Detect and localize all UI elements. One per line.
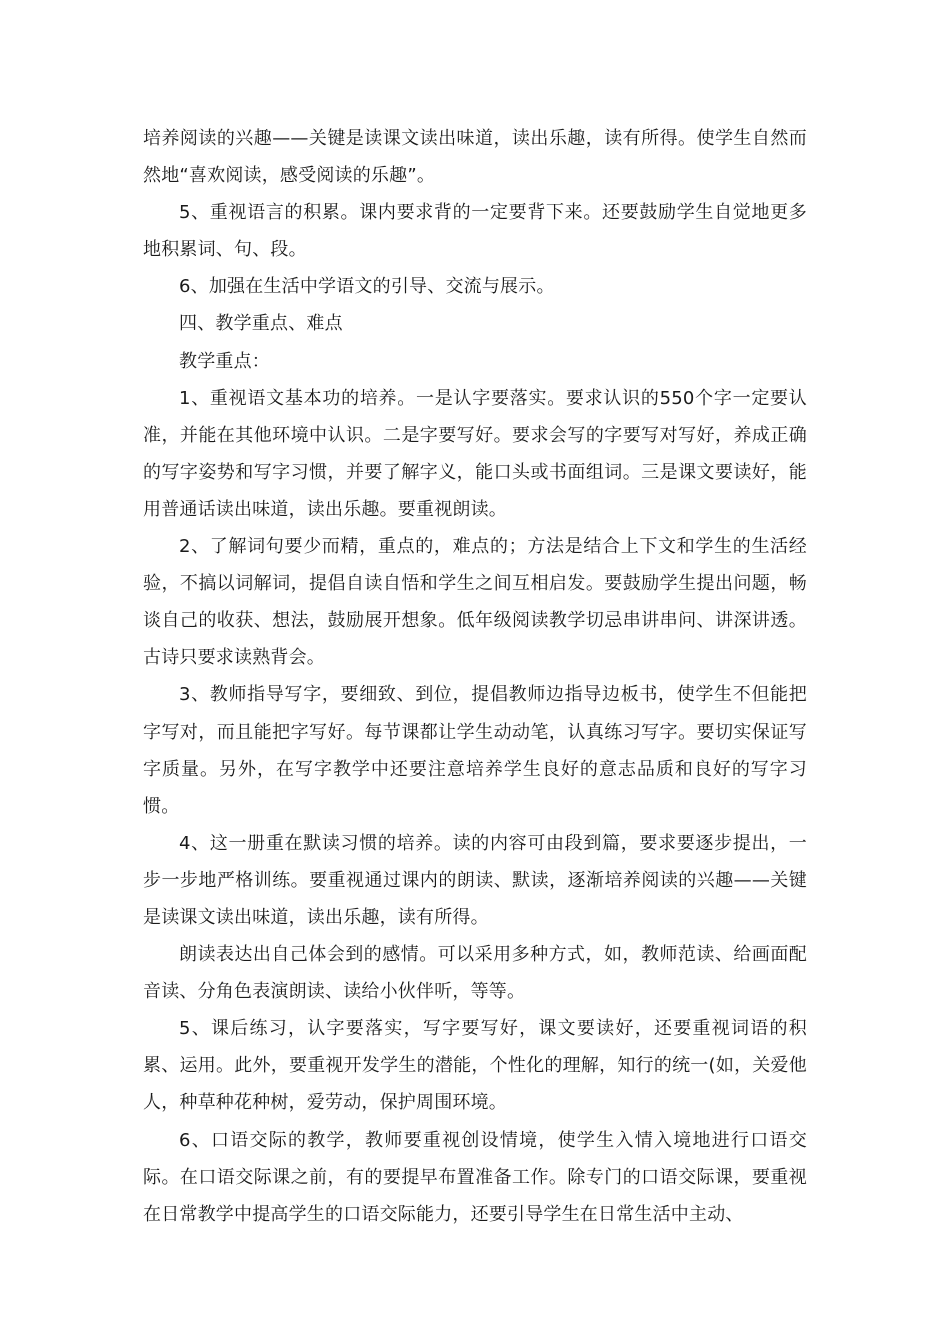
paragraph-point-3: 3、教师指导写字，要细致、到位，提倡教师边指导边板书，使学生不但能把字写对，而且能把字写好。每节课都让学生动动笔，认真练习写字。要切实保证写字质量。另外，在写字教学中还要注意培养学生良好的意志品质和良好的写字习惯。 (143, 684, 807, 817)
paragraph-life-learning: 6、加强在生活中学语文的引导、交流与展示。 (179, 276, 555, 298)
section-heading-key-points: 四、教学重点、难点 (179, 313, 343, 335)
paragraph-reading-interest: 培养阅读的兴趣——关键是读课文读出味道，读出乐趣，读有所得。使学生自然而然地“喜欢阅读，感受阅读的乐趣”。 (143, 128, 807, 187)
subheading-teaching-focus: 教学重点： (179, 350, 270, 372)
paragraph-language-accumulation: 5、重视语言的积累。课内要求背的一定要背下来。还要鼓励学生自觉地更多地积累词、句、段。 (143, 202, 807, 261)
paragraph-point-1: 1、重视语文基本功的培养。一是认字要落实。要求认识的550个字一定要认准，并能在其他环境中认识。二是字要写好。要求会写的字要写对写好，养成正确的写字姿势和写字习惯，并要了解字义，能口头或书面组词。三是课文要读好，能用普通话读出味道，读出乐趣。要重视朗读。 (143, 387, 807, 520)
paragraph-point-5: 5、课后练习，认字要落实，写字要写好，课文要读好，还要重视词语的积累、运用。此外，要重视开发学生的潜能，个性化的理解，知行的统一(如，关爱他人，种草种花种树，爱劳动，保护周围环境。 (143, 1018, 807, 1114)
paragraph-reading-aloud: 朗读表达出自己体会到的感情。可以采用多种方式，如，教师范读、给画面配音读、分角色表演朗读、读给小伙伴听，等等。 (143, 944, 807, 1003)
paragraph-point-6: 6、口语交际的教学，教师要重视创设情境，使学生入情入境地进行口语交际。在口语交际课之前，有的要提早布置准备工作。除专门的口语交际课，要重视在日常教学中提高学生的口语交际能力，还要引导学生在日常生活中主动、 (143, 1129, 807, 1225)
paragraph-point-4: 4、这一册重在默读习惯的培养。读的内容可由段到篇，要求要逐步提出，一步一步地严格训练。要重视通过课内的朗读、默读，逐渐培养阅读的兴趣——关键是读课文读出味道，读出乐趣，读有所得。 (143, 832, 807, 928)
paragraph-point-2: 2、了解词句要少而精，重点的，难点的；方法是结合上下文和学生的生活经验，不搞以词解词，提倡自读自悟和学生之间互相启发。要鼓励学生提出问题，畅谈自己的收获、想法，鼓励展开想象。低年级阅读教学切忌串讲串问、讲深讲透。古诗只要求读熟背会。 (143, 536, 807, 669)
document-body (143, 120, 807, 1233)
